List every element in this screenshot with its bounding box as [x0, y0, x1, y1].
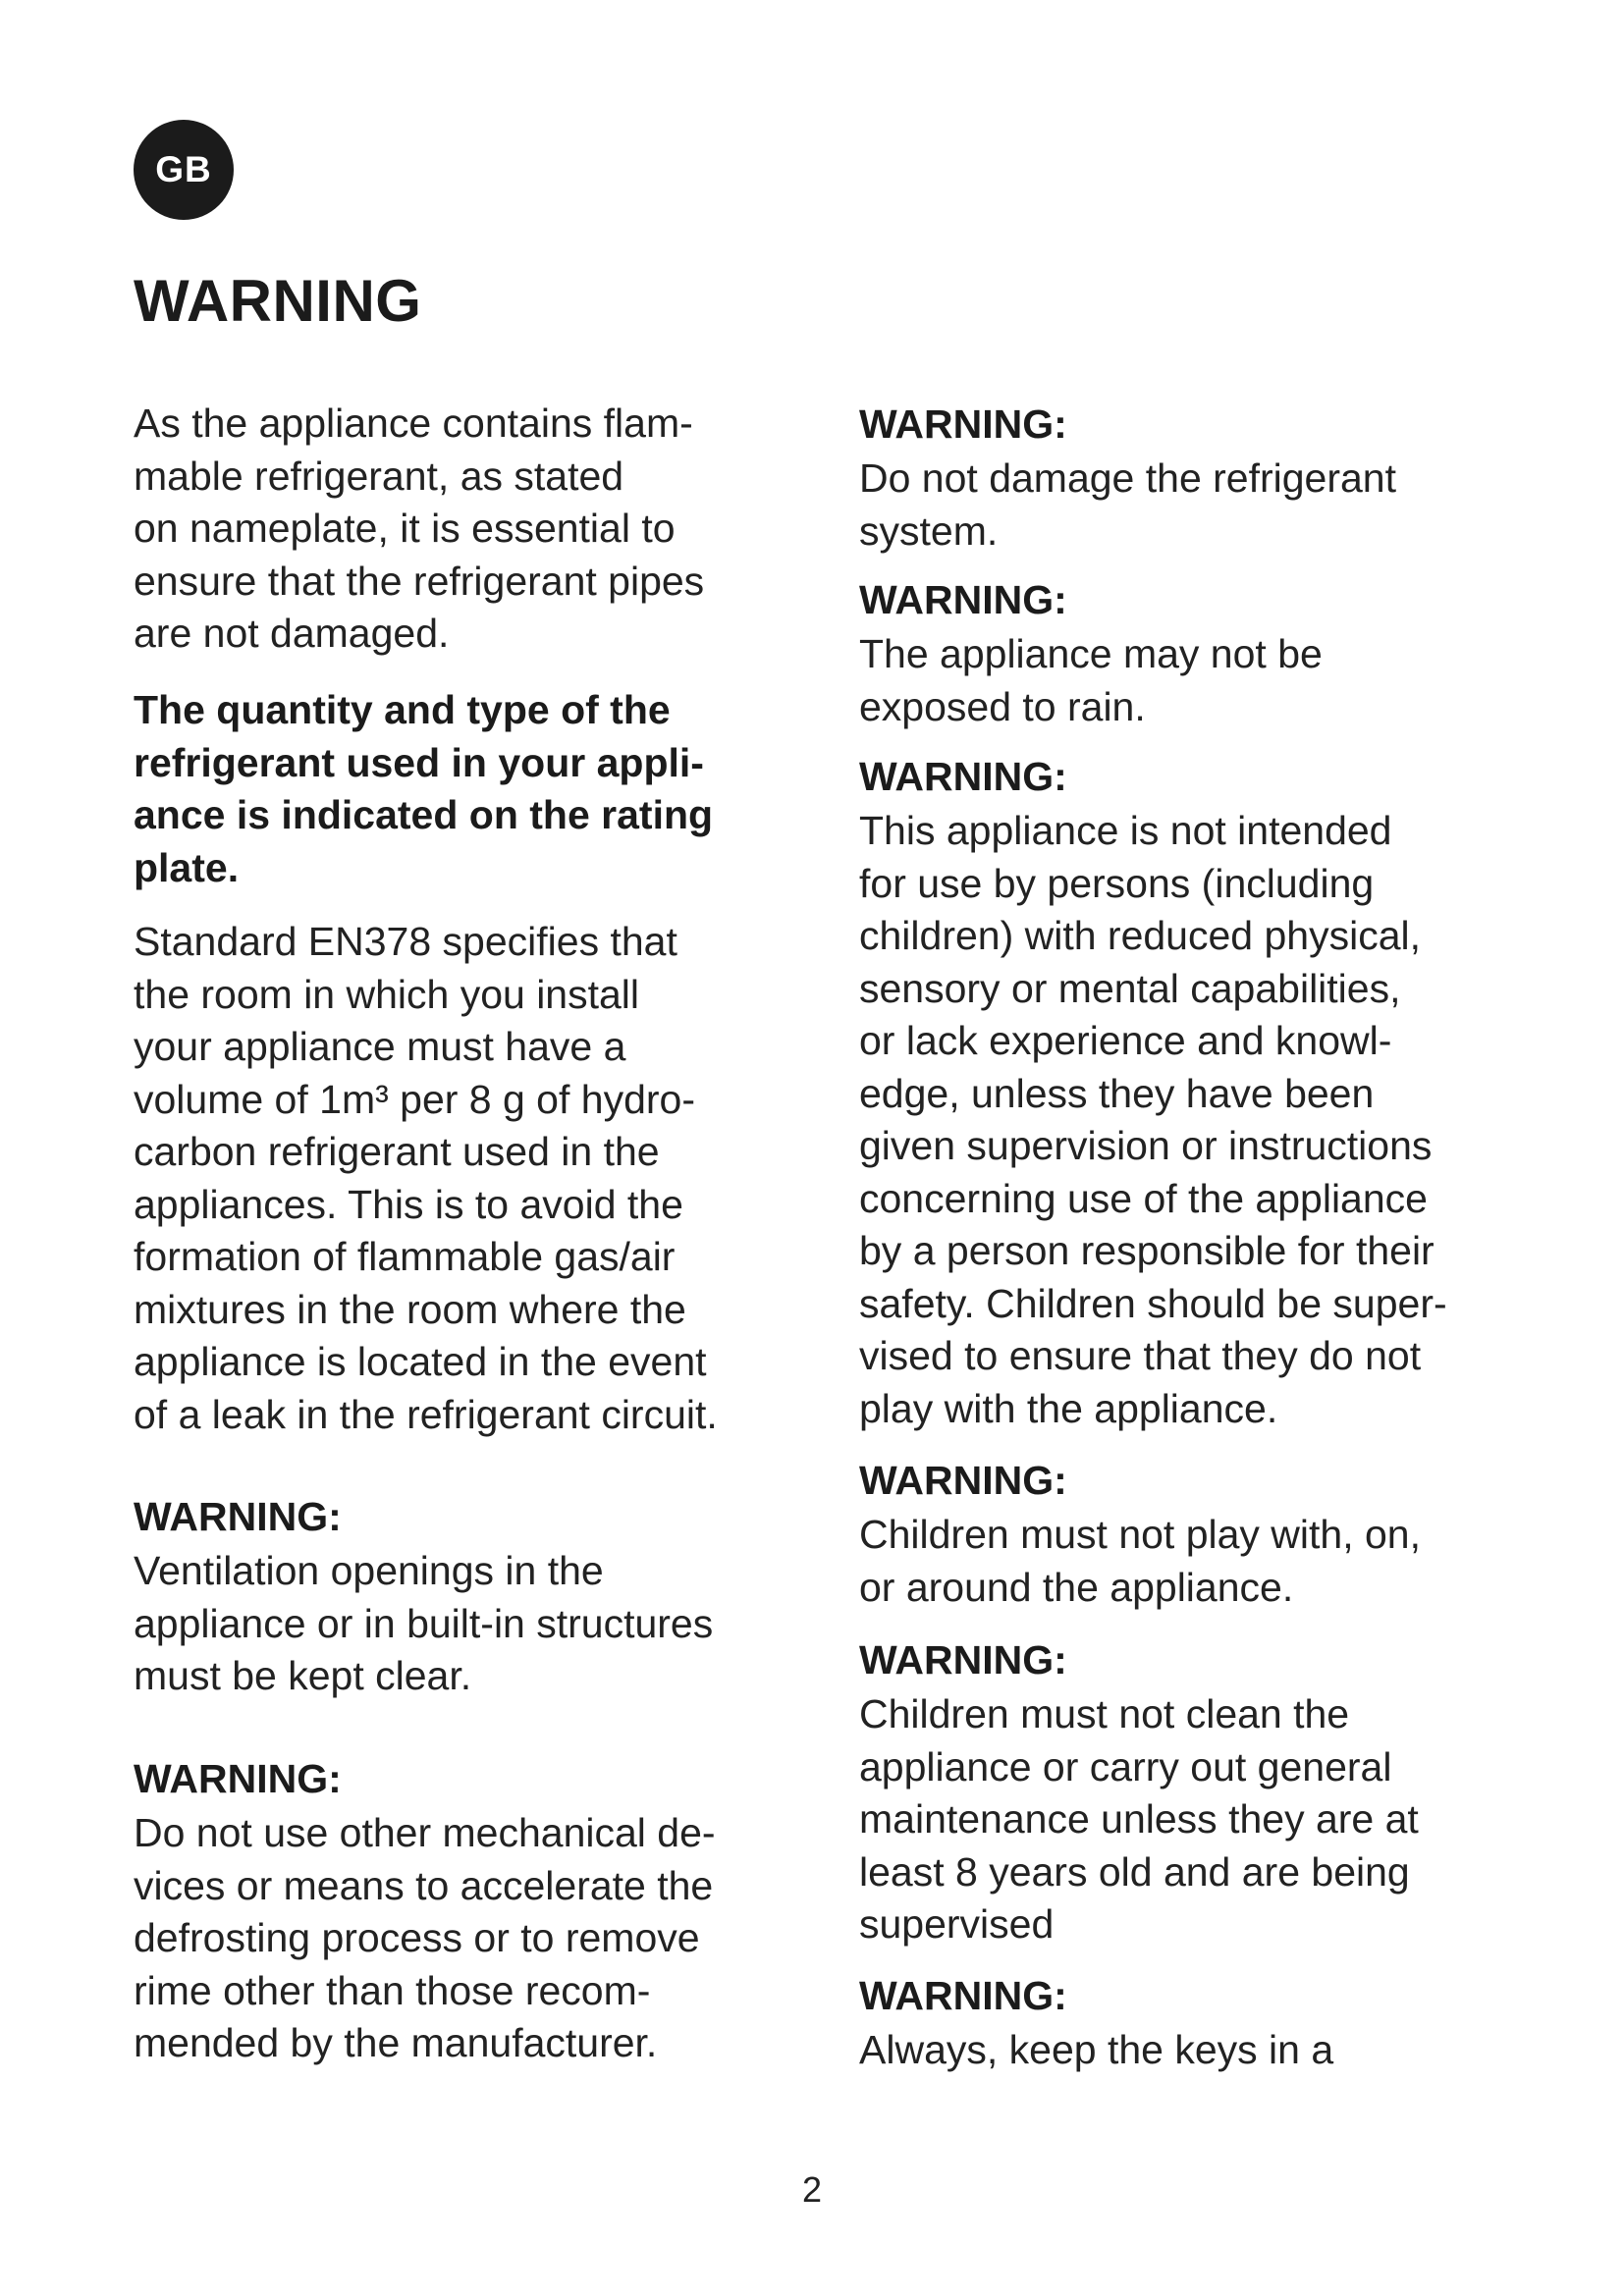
warning-refrigerant-system-text: Do not damage the refrigerant system. — [859, 455, 1396, 554]
warning-heading: WARNING: — [134, 1494, 342, 1539]
warning-heading: WARNING: — [859, 1973, 1067, 2018]
warning-defrosting-text: Do not use other mechanical de- vices or means to accelerate the defrosting process or to remove rime other than those recom- mended by the manufacturer. — [134, 1810, 716, 2065]
warning-heading: WARNING: — [859, 1637, 1067, 1682]
language-badge-label: GB — [155, 149, 212, 189]
intro-paragraph: As the appliance contains flam- mable refrigerant, as stated on nameplate, it is essential to ensure that the refrigerant pipes are not damaged. — [134, 400, 705, 656]
warning-children-clean-text: Children must not clean the appliance or carry out general maintenance unless they are at least 8 years old and are being supervised — [859, 1691, 1419, 1947]
warning-persons-text: This appliance is not intended for use by persons (including children) with reduced physical, sensory or mental capabilities, or lack experience and knowl- edge, unless they have been given supervision or instructions concerning use of the appliance by a person responsible for their safety. Children should be super- vised to ensure that they do not play with the appliance. — [859, 808, 1447, 1431]
page-title: WARNING — [134, 268, 422, 334]
refrigerant-quantity-note: The quantity and type of the refrigerant used in your appli- ance is indicated on the rating plate. — [134, 687, 714, 890]
warning-rain-text: The appliance may not be exposed to rain. — [859, 631, 1323, 729]
warning-heading: WARNING: — [134, 1756, 342, 1801]
warning-ventilation-text: Ventilation openings in the appliance or in built-in structures must be kept clear. — [134, 1548, 714, 1698]
warning-keys-text: Always, keep the keys in a — [859, 2027, 1334, 2072]
warning-children-play-text: Children must not play with, on, or around the appliance. — [859, 1512, 1421, 1610]
warning-heading: WARNING: — [859, 1458, 1067, 1503]
warning-heading: WARNING: — [859, 401, 1067, 447]
page-number: 2 — [801, 2169, 823, 2210]
warning-heading: WARNING: — [859, 577, 1067, 622]
warning-heading: WARNING: — [859, 754, 1067, 799]
standard-en378-paragraph: Standard EN378 specifies that the room in which you install your appliance must have a volume of 1m³ per 8 g of hydro- carbon refrigerant used in the appliances. This is to avoid the formation of flammable gas/air mixtures in the room where the appliance is located in the event of a leak in the refrigerant circuit. — [134, 919, 718, 1437]
language-badge — [134, 120, 234, 220]
